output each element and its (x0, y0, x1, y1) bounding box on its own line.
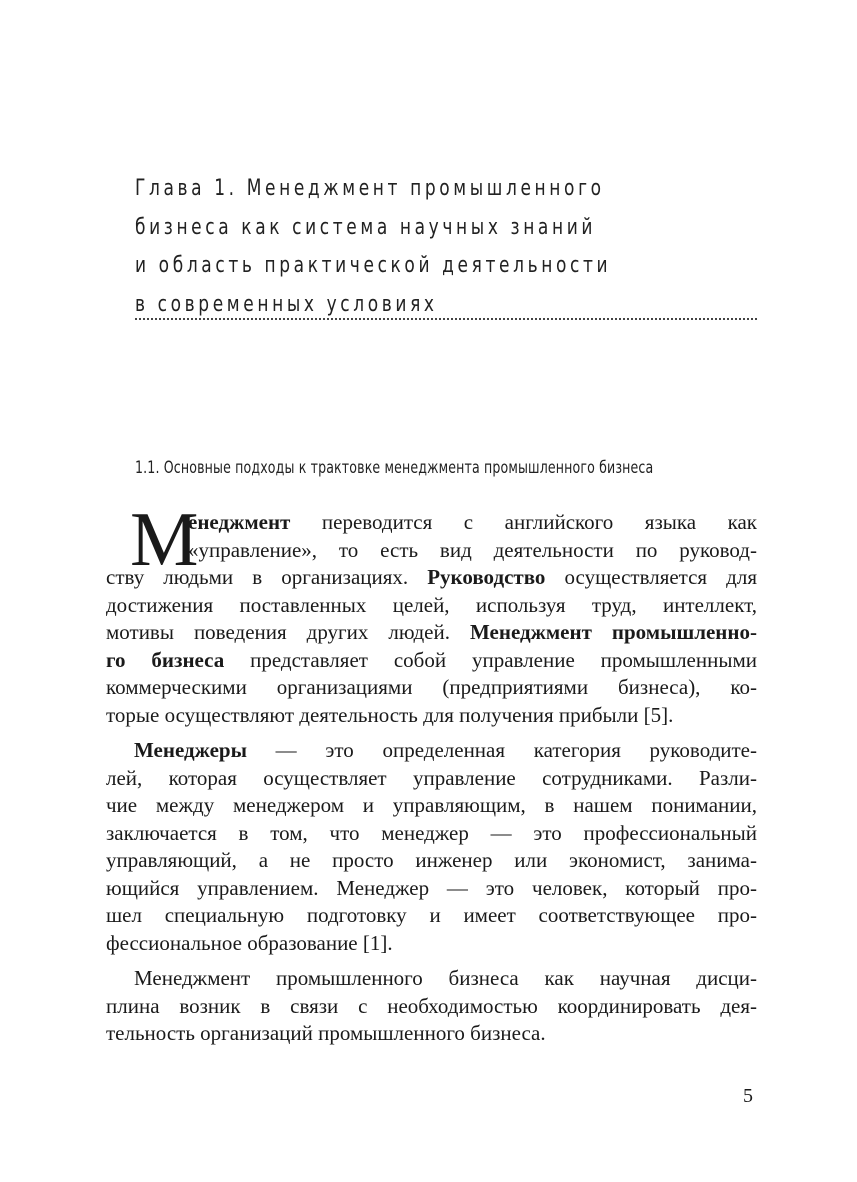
text-line: шел специальную подготовку и имеет соответствующее про- (106, 903, 757, 927)
text-line (106, 647, 757, 675)
text-line: «управление», то есть вид деятельности по руковод- (188, 537, 757, 562)
text-line: лей, которая осуществляет управление сотрудниками. Разли- (106, 765, 757, 790)
text-line (106, 619, 757, 647)
paragraph-1 (106, 496, 757, 729)
chapter-heading-line-2: бизнеса как система научных знаний (135, 214, 597, 240)
text-line: чие между менеджером и управляющим, в нашем понимании, (106, 793, 757, 817)
bold-term: Менеджмент промышленно- (470, 620, 757, 644)
bold-term: Менеджеры (134, 738, 247, 762)
bold-term: Руководство (427, 565, 546, 589)
chapter-heading (135, 170, 673, 324)
text-run: — это определенная категория руководите- (246, 738, 757, 762)
text-line: Менеджмент промышленного бизнеса как научная дисци- (134, 966, 757, 990)
chapter-heading-line-3: и область практической деятельности (135, 253, 612, 278)
text-run: представляет собой управление промышленными (224, 647, 757, 672)
text-run: мотивы поведения других людей. (106, 620, 470, 644)
drop-cap: М (130, 496, 199, 582)
text-line: ющийся управлением. Менеджер — это человек, который про- (106, 875, 757, 900)
text-line: коммерческими организациями (предприятиями бизнеса), ко- (106, 675, 757, 699)
text-line (106, 737, 757, 765)
text-line: плина возник в связи с необходимостью координировать дея- (106, 993, 757, 1018)
paragraph-3 (106, 965, 757, 1048)
text-line: управляющий, а не просто инженер или экономист, занима- (106, 848, 757, 872)
body-text (106, 496, 757, 1056)
text-line: торые осуществляют деятельность для получения прибыли [5]. (106, 702, 674, 727)
text-line: достижения поставленных целей, используя труд, интеллект, (106, 592, 757, 617)
section-heading: 1.1. Основные подходы к трактовке менеджмента промышленного бизнеса (135, 458, 654, 478)
paragraph-2 (106, 737, 757, 957)
text-line: заключается в том, что менеджер — это профессиональный (106, 820, 757, 845)
text-line (106, 564, 757, 592)
bold-term: енеджмент (188, 510, 291, 534)
bold-term: го бизнеса (106, 647, 225, 672)
page-number: 5 (743, 1085, 753, 1107)
chapter-heading-line-1: Глава 1. Менеджмент промышленного (135, 176, 605, 201)
text-run: переводится с английского языка как (290, 510, 757, 534)
chapter-heading-line-4: в современных условиях (135, 291, 438, 317)
text-line: тельность организаций промышленного бизнеса. (106, 1021, 546, 1045)
text-line (106, 509, 757, 537)
text-run: ству людьми в организациях. (106, 565, 428, 589)
text-line: фессиональное образование [1]. (106, 930, 393, 955)
dotted-divider (135, 318, 757, 320)
text-run: осуществляется для (545, 565, 757, 589)
